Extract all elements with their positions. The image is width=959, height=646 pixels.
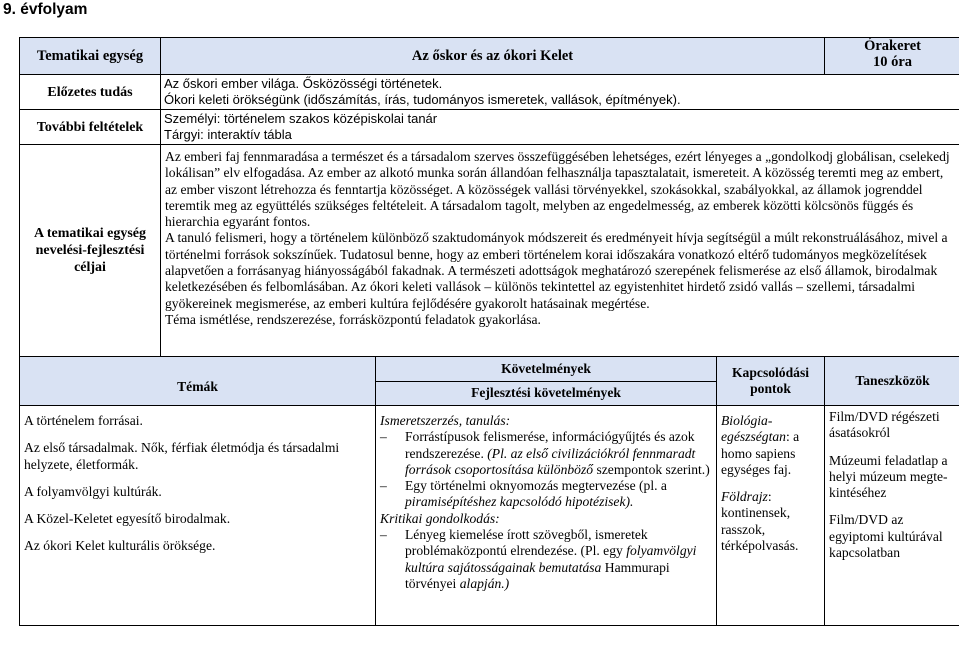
dev-item-2: – Egy történelmi oknyomozás megtervezése (pl. a piramisépítéshez kapcsolódó hipotézisek). [380, 478, 667, 510]
requirements-header-row [20, 357, 959, 382]
table-header-row [20, 38, 959, 75]
link-biology: Biológia-egészségtan: a homo sapiens egységes faj. [721, 413, 800, 477]
prior-label-cell [20, 75, 161, 110]
link-geography: Földrajz: kontinensek, rasszok, térképolvasás. [721, 489, 799, 554]
further-line-2: Tárgyi: interaktív tábla [164, 127, 292, 142]
goals-paragraph-2: A tanuló felismeri, hogy a történelem különböző szaktudományok módszereit és eredményeit hívja segítségül a múlt rekonstruálásához, mivel a történelmi források sokszínűek. Tudatosul benne, hogy az emberi történelem korai időszakára vonatkozó eltérő tudományos megközelítések alapvetően a forrásanyag hiányosságából fakadnak. A természeti adottságok meghatározó szerepének felismerése az első államok, birodalmak keletkezésében és felbomlásában. Az ókori keleti vallások – különös tekintettel az egyistenhitet hirdető zsidó vallás – szellemi, társadalmi gyökereinek megismerése, az emberi kultúra fejlődésére gyakorolt hatásainak megértése. [165, 230, 948, 311]
tool-item: Múzeumi feladatlap a helyi múzeum megte-kintéséhez [829, 452, 948, 501]
dev-requirements-cell [376, 406, 717, 626]
topics-cell [20, 406, 376, 626]
tools-header-cell [825, 357, 959, 406]
tool-item: Film/DVD az egyiptomi kultúrával kapcsolatban [829, 512, 943, 561]
prior-line-2: Ókori keleti örökségünk (időszámítás, írás, tudományos ismeretek, vallások, építmények). [164, 92, 681, 107]
prior-content-cell [161, 75, 959, 110]
header-left-cell [20, 38, 161, 75]
requirements-header-cell [376, 357, 717, 382]
dev-item-3: – Lényeg kiemelése írott szövegből, ismeretek problémaközpontú elrendezése. (Pl. egy folyamvölgyi kultúra sajátosságainak bemutatása Hammurapi törvényei alapján.) [380, 527, 697, 591]
dev-heading-1: Ismeretszerzés, tanulás: [380, 413, 511, 428]
goals-content-cell [161, 145, 959, 357]
further-conditions-row [20, 110, 959, 145]
topic-item: Az első társadalmak. Nők, férfiak életmódja és társadalmi helyzete, életformák. [24, 440, 340, 472]
further-content-cell [161, 110, 959, 145]
header-hours-cell [825, 38, 959, 75]
dev-requirements-header: Fejlesztési követelmények [471, 385, 621, 401]
requirements-header: Követelmények [501, 360, 591, 376]
prior-knowledge-row [20, 75, 959, 110]
topic-item: A történelem forrásai. [24, 413, 143, 428]
topics-header: Témák [177, 378, 218, 394]
page-heading: 9. évfolyam [3, 1, 88, 18]
curriculum-table [19, 37, 959, 626]
unit-title: Az őskor és az ókori Kelet [411, 47, 574, 64]
hours-label: Órakeret [864, 38, 921, 54]
topic-item: A folyamvölgyi kultúrák. [24, 483, 162, 499]
topics-header-cell [20, 357, 376, 406]
goals-label: A tematikai egység nevelési-fejlesztési céljai [34, 226, 146, 275]
prior-line-1: Az őskori ember világa. Ősközösségi történetek. [164, 76, 443, 91]
goals-row [20, 145, 959, 357]
goals-paragraph-1: Az emberi faj fennmaradása a természet és a társadalom szerves összefüggésében lehetséges, ezért lényeges a „gondolkodj globálisan, cselekedj lokálisan” elv elfogadása. Az ember az alkotó munka során állandóan felhasználja tapasztalatait, ismereteit. A közösség teremti meg az embert, az ember viszont létrehozza és fenntartja közösséget. A közösségek vallási törvényekkel, szokásokkal, szabályokkal, az államok jogrenddel teremtik meg az együttélés szükséges feltételeit. A társadalom tagolt, melyben az engedelmesség, az emberek közötti kölcsönös függés és hierarchia egyaránt fontos. [165, 149, 950, 230]
tools-header: Taneszközök [855, 372, 930, 388]
content-row [20, 406, 959, 626]
links-header-cell [717, 357, 825, 406]
hours-value: 10 óra [873, 54, 913, 71]
goals-paragraph-3: Téma ismétlése, rendszerezése, forrásközpontú feladatok gyakorlása. [165, 311, 541, 327]
dev-header-cell [376, 382, 717, 406]
tools-cell [825, 406, 959, 626]
header-title-cell [161, 38, 825, 75]
goals-label-cell [20, 145, 161, 357]
prior-knowledge-label: Előzetes tudás [47, 84, 133, 100]
header-left-label: Tematikai egység [36, 47, 144, 64]
tool-item: Film/DVD régészeti ásatásokról [829, 409, 940, 441]
links-cell [717, 406, 825, 626]
dev-heading-2: Kritikai gondolkodás: [380, 510, 500, 526]
further-conditions-label: További feltételek [36, 119, 144, 135]
topic-item: A Közel-Keletet egyesítő birodalmak. [24, 511, 231, 527]
further-label-cell [20, 110, 161, 145]
topic-item: Az ókori Kelet kulturális öröksége. [24, 538, 216, 554]
links-header: Kapcsolódási pontok [731, 364, 810, 396]
further-line-1: Személyi: történelem szakos középiskolai tanár [164, 111, 438, 126]
dev-item-1: – Forrástípusok felismerése, információgyűjtés és azok rendszerezése. (Pl. az első civilizációkról fennmaradt források csoportosítása különböző szempontok szerint.) [380, 429, 710, 477]
